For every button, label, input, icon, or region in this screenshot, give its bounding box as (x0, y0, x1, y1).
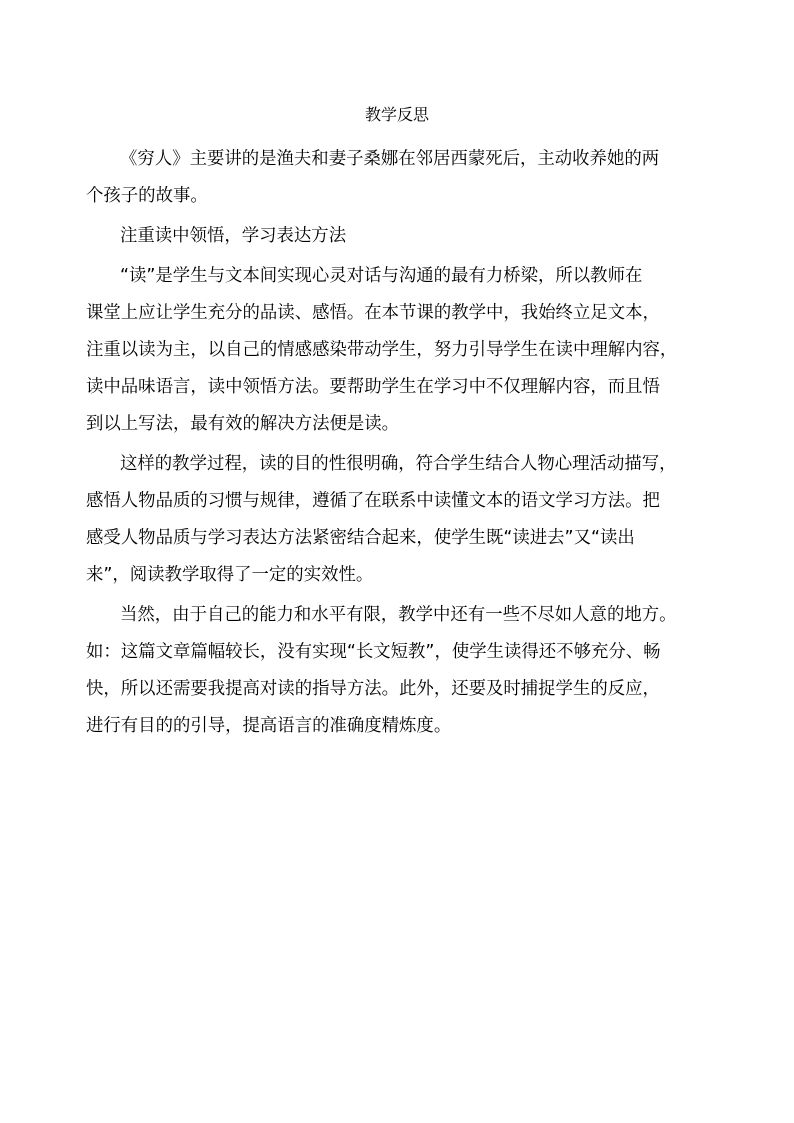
page-title: 教学反思 (364, 105, 429, 124)
body-text (86, 141, 716, 745)
section-heading: 注重读中领悟，学习表达方法 (120, 226, 347, 246)
paragraph-line: 《穷人》主要讲的是渔夫和妻子桑娜在邻居西蒙死后，主动收养她的两 (120, 149, 660, 169)
paragraph-line: 到以上写法，最有效的解决方法便是读。 (86, 414, 400, 434)
paragraph-line: 当然，由于自己的能力和水平有限，教学中还有一些不尽如人意的地方。 (120, 605, 677, 625)
paragraph-line: 读中品味语言，读中领悟方法。要帮助学生在学习中不仅理解内容，而且悟 (86, 377, 660, 397)
paragraph-line: 感受人物品质与学习表达方法紧密结合起来，使学生既“读进去”又“读出 (86, 528, 635, 548)
paragraph-line: 注重以读为主，以自己的情感感染带动学生，努力引导学生在读中理解内容， (86, 340, 678, 360)
paragraph-line: 如：这篇文章篇幅较长，没有实现“长文短教”，使学生读得还不够充分、畅 (86, 642, 661, 662)
paragraph-line: 这样的教学过程，读的目的性很明确，符合学生结合人物心理活动描写， (120, 454, 677, 474)
paragraph-line: 快，所以还需要我提高对读的指导方法。此外，还要及时捕捉学生的反应， (86, 679, 660, 699)
paragraph-line: 进行有目的的引导，提高语言的准确度精炼度。 (86, 716, 452, 736)
paragraph-line: 课堂上应让学生充分的品读、感悟。在本节课的教学中，我始终立足文本， (86, 303, 660, 323)
paragraph-line: 个孩子的故事。 (86, 186, 208, 206)
paragraph-line: 感悟人物品质的习惯与规律，遵循了在联系中读懂文本的语文学习方法。把 (86, 491, 660, 511)
paragraph-line: “读”是学生与文本间实现心灵对话与沟通的最有力桥梁，所以教师在 (120, 266, 643, 286)
paragraph-line: 来”，阅读教学取得了一定的实效性。 (86, 565, 374, 585)
